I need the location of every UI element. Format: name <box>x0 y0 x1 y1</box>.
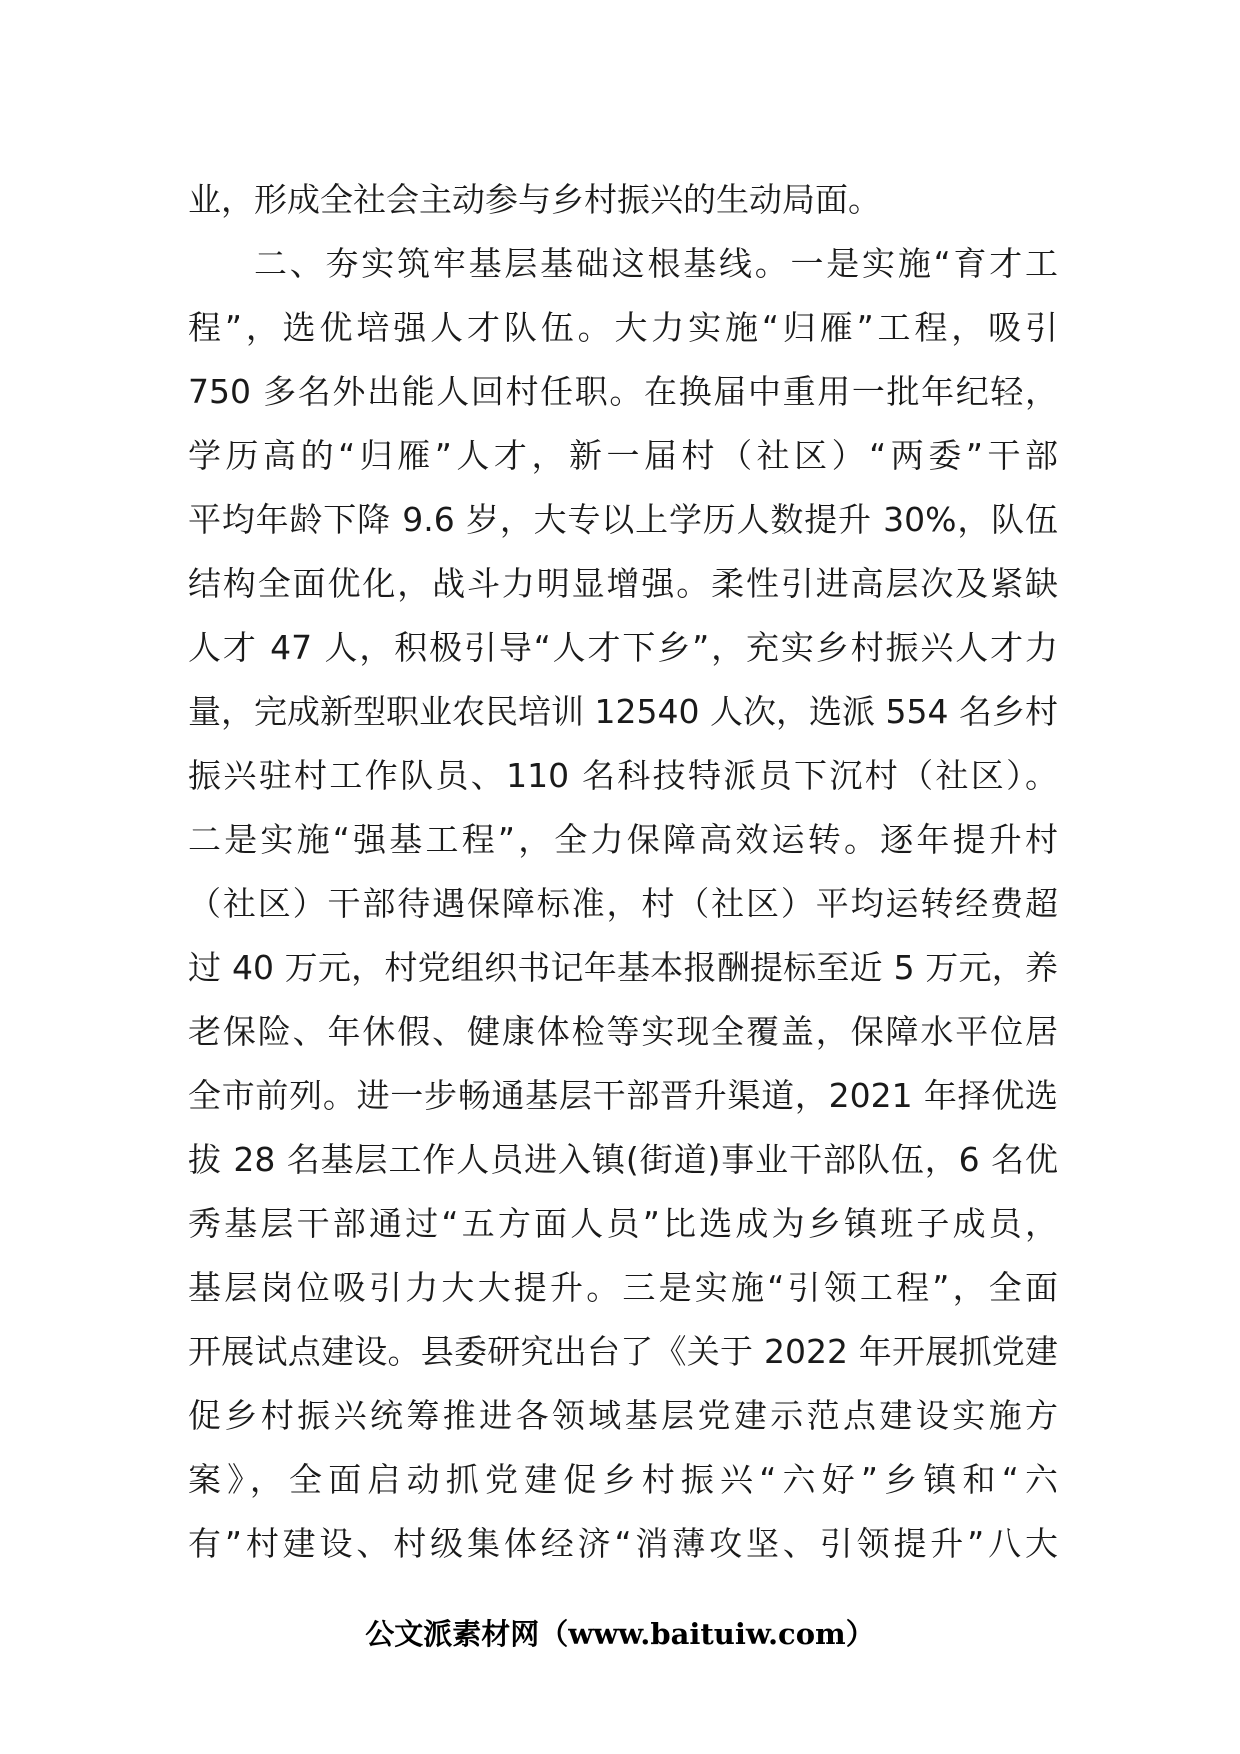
body-line: 过 40 万元，村党组织书记年基本报酬提标至近 5 万元，养 <box>188 948 1058 987</box>
body-line: 案》，全面启动抓党建促乡村振兴“六好”乡镇和“六 <box>188 1460 1058 1499</box>
footer-watermark: 公文派素材网（www.baituiw.com） <box>365 1617 875 1651</box>
body-line: 业，形成全社会主动参与乡村振兴的生动局面。 <box>188 180 881 219</box>
body-line: 量，完成新型职业农民培训 12540 人次，选派 554 名乡村 <box>188 692 1058 731</box>
body-line: 有”村建设、村级集体经济“消薄攻坚、引领提升”八大 <box>188 1524 1058 1563</box>
document-body <box>188 168 1058 1576</box>
body-line: 振兴驻村工作队员、110 名科技特派员下沉村（社区）。 <box>188 756 1058 795</box>
body-line: 秀基层干部通过“五方面人员”比选成为乡镇班子成员， <box>188 1204 1058 1243</box>
body-line: 全市前列。进一步畅通基层干部晋升渠道，2021 年择优选 <box>188 1076 1058 1115</box>
body-line: 促乡村振兴统筹推进各领域基层党建示范点建设实施方 <box>188 1396 1058 1435</box>
body-line: 拔 28 名基层工作人员进入镇(街道)事业干部队伍，6 名优 <box>188 1140 1058 1179</box>
body-line: 老保险、年休假、健康体检等实现全覆盖，保障水平位居 <box>188 1012 1058 1051</box>
body-line: 程”，选优培强人才队伍。大力实施“归雁”工程，吸引 <box>188 308 1058 347</box>
body-line: （社区）干部待遇保障标准，村（社区）平均运转经费超 <box>188 884 1058 923</box>
body-line: 平均年龄下降 9.6 岁，大专以上学历人数提升 30%，队伍 <box>188 500 1058 539</box>
body-line: 750 多名外出能人回村任职。在换届中重用一批年纪轻， <box>188 372 1058 411</box>
body-line: 结构全面优化，战斗力明显增强。柔性引进高层次及紧缺 <box>188 564 1058 603</box>
body-line: 二是实施“强基工程”，全力保障高效运转。逐年提升村 <box>188 820 1058 859</box>
body-line: 人才 47 人，积极引导“人才下乡”，充实乡村振兴人才力 <box>188 628 1058 667</box>
body-line: 开展试点建设。县委研究出台了《关于 2022 年开展抓党建 <box>188 1332 1058 1371</box>
body-line: 基层岗位吸引力大大提升。三是实施“引领工程”，全面 <box>188 1268 1058 1307</box>
body-line: 学历高的“归雁”人才，新一届村（社区）“两委”干部 <box>188 436 1058 475</box>
body-line: 二、夯实筑牢基层基础这根基线。一是实施“育才工 <box>254 244 1058 283</box>
